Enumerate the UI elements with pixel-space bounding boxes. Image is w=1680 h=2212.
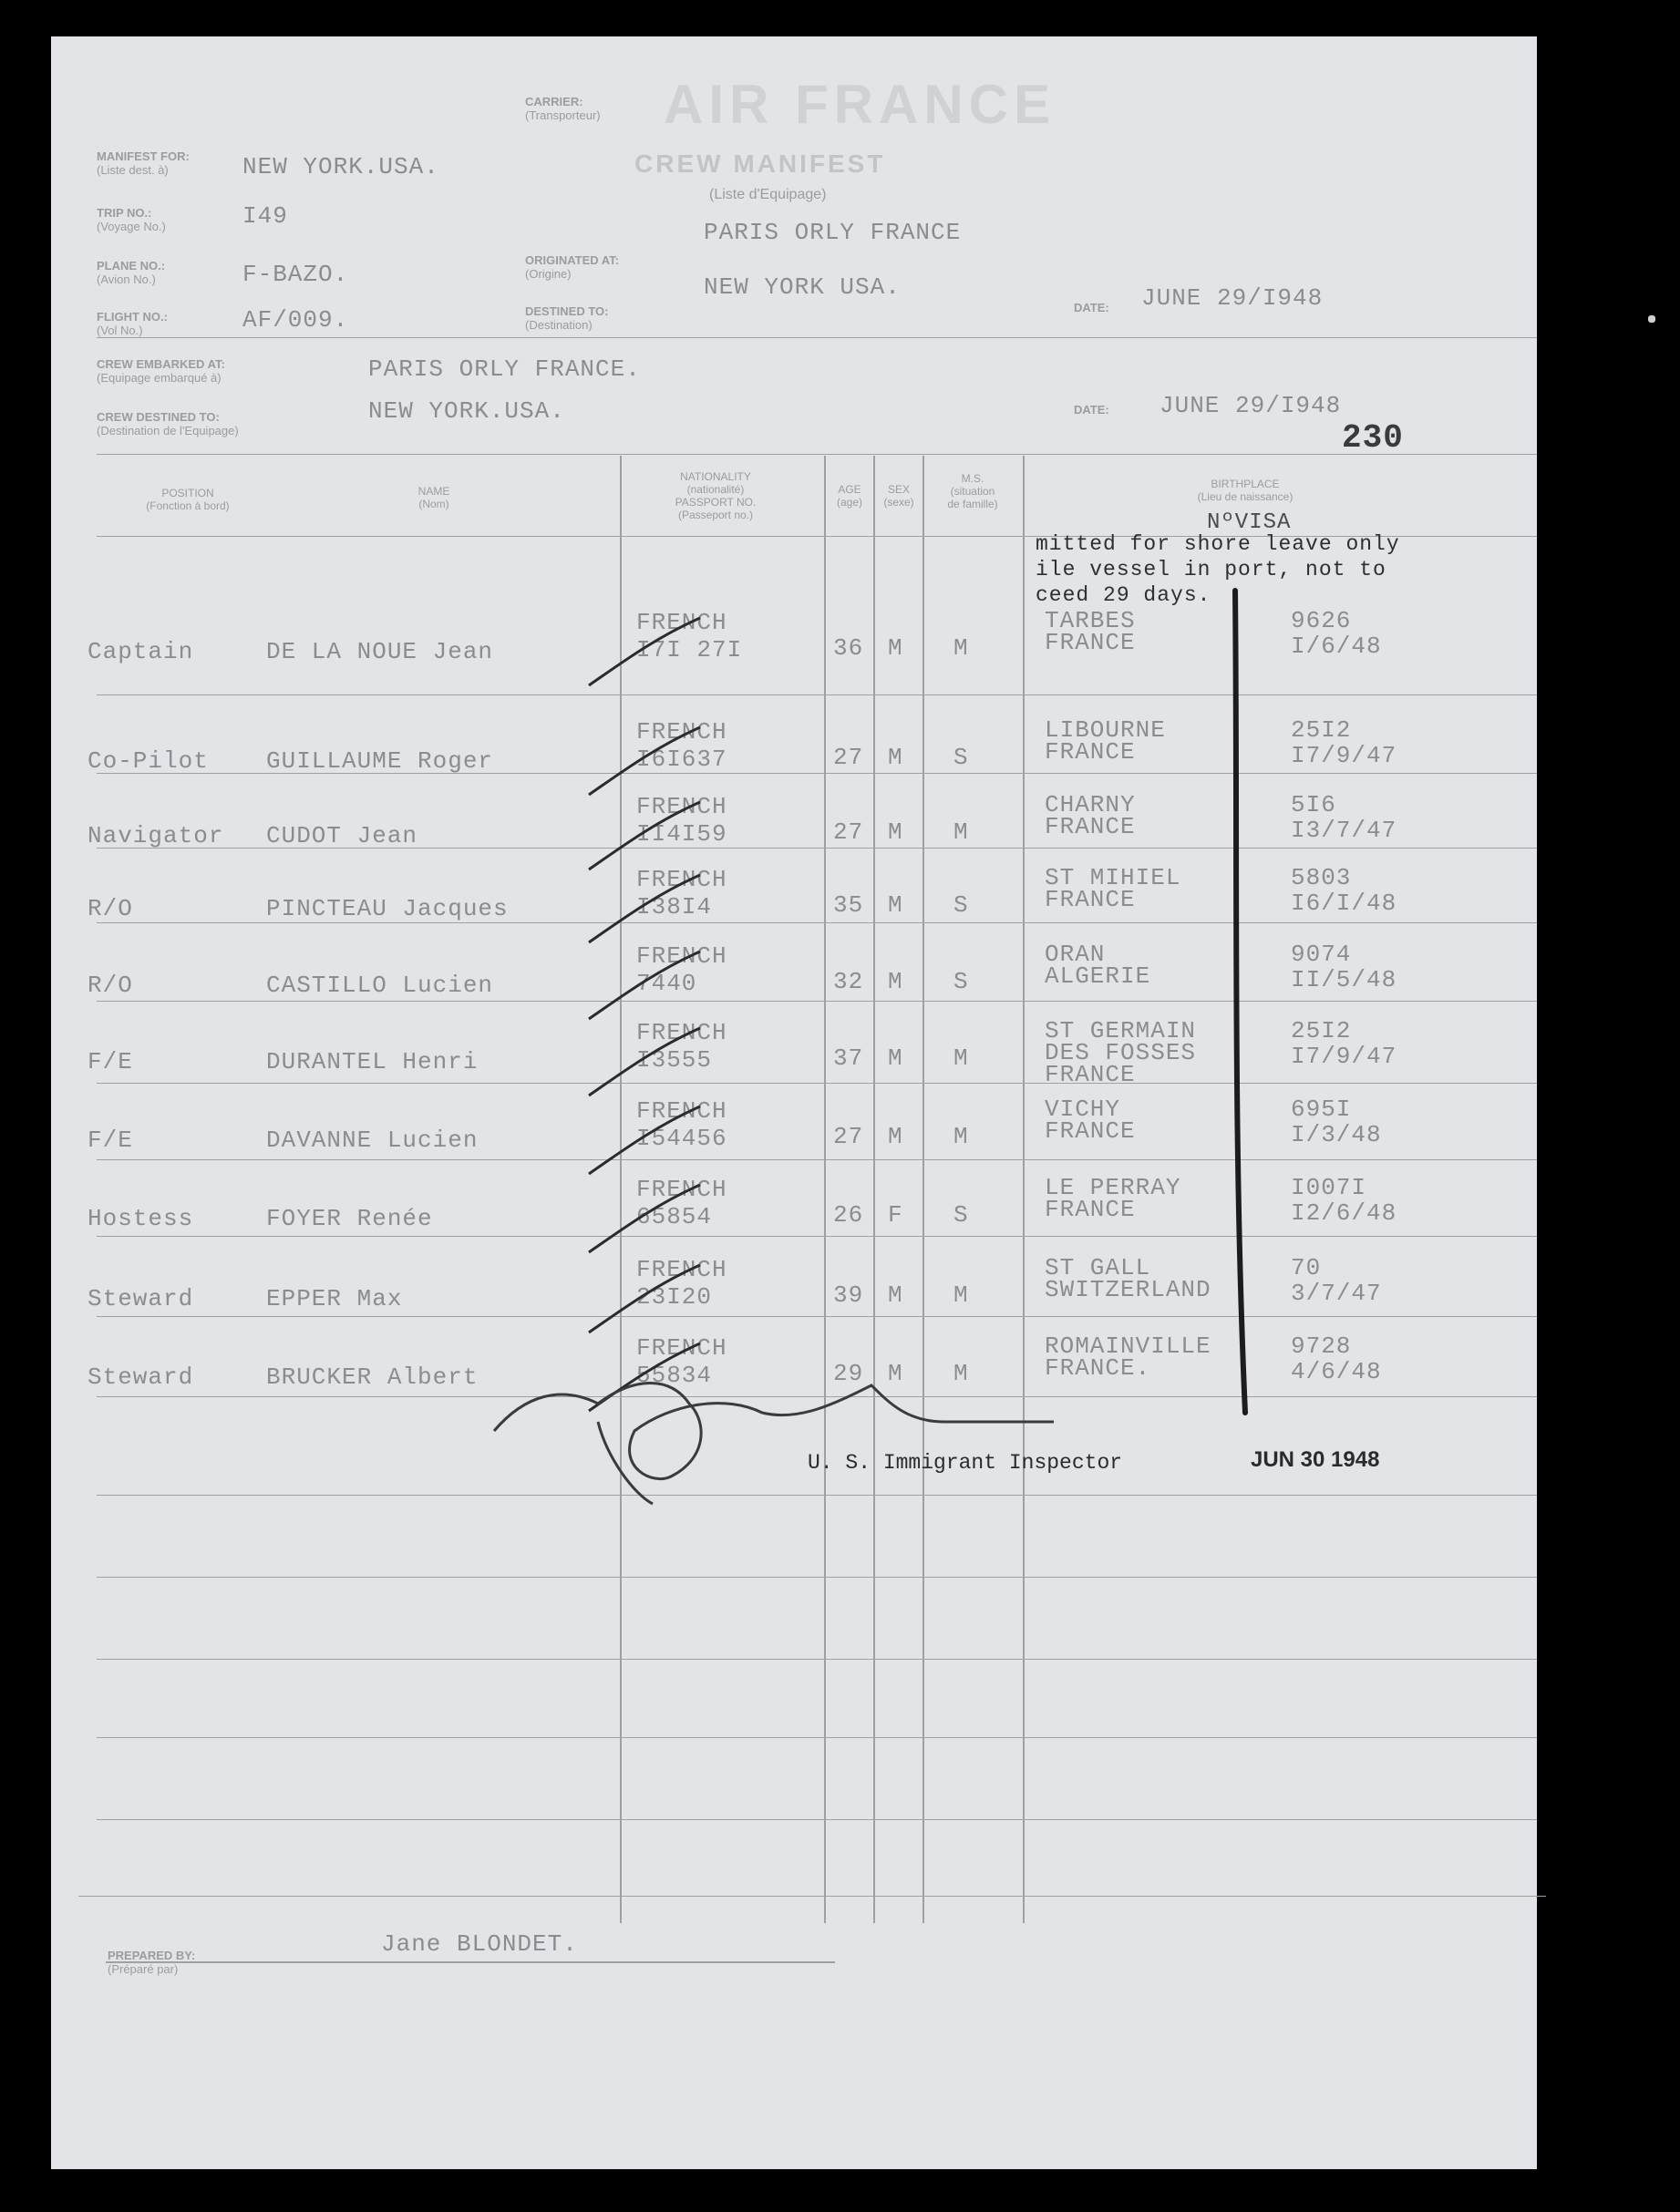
crew-age: 27 <box>833 818 864 846</box>
stamp-date: JUN 30 1948 <box>1251 1447 1380 1472</box>
crew-sex: M <box>888 818 903 846</box>
plane-no-value: F-BAZO. <box>242 261 349 288</box>
crew-position: Steward <box>88 1363 194 1391</box>
crew-name: CASTILLO Lucien <box>266 972 494 999</box>
crew-visa-date: I2/6/48 <box>1291 1199 1397 1227</box>
crew-name: DURANTEL Henri <box>266 1048 479 1075</box>
scan-speck <box>1648 315 1655 323</box>
col-position-header: POSITION (Fonction à bord) <box>146 487 230 512</box>
annotation-line1: mitted for shore leave only <box>1036 532 1400 556</box>
form-subtitle: (Liste d'Equipage) <box>709 187 827 202</box>
crew-age: 29 <box>833 1360 864 1387</box>
crew-nationality: FRENCH <box>636 1334 727 1362</box>
carrier-label: CARRIER: (Transporteur) <box>525 95 601 122</box>
crew-embarked-label: CREW EMBARKED AT: (Equipage embarqué à) <box>97 357 225 385</box>
manifest-page <box>51 36 1537 2169</box>
crew-birthplace: FRANCE <box>1045 886 1136 913</box>
crew-sex: M <box>888 1360 903 1387</box>
crew-age: 36 <box>833 634 864 662</box>
originated-label: ORIGINATED AT: (Origine) <box>525 253 620 281</box>
carrier-name: AIR FRANCE <box>664 74 1056 135</box>
manifest-for-value: NEW YORK.USA. <box>242 153 439 180</box>
crew-passport: I54456 <box>636 1125 727 1152</box>
crew-passport: 7440 <box>636 970 697 997</box>
crew-marital-status: M <box>953 634 969 662</box>
crew-marital-status: M <box>953 1281 969 1309</box>
crew-marital-status: M <box>953 1360 969 1387</box>
crew-destined-label: CREW DESTINED TO: (Destination de l'Equipage) <box>97 410 239 437</box>
crew-passport: 65854 <box>636 1203 713 1230</box>
col-nationality-header: NATIONALITY (nationalité) PASSPORT NO. (Passeport no.) <box>675 470 757 521</box>
flight-no-label: FLIGHT NO.: (Vol No.) <box>97 310 168 337</box>
crew-embarked-value: PARIS ORLY FRANCE. <box>368 355 641 383</box>
crew-visa-number: 5I6 <box>1291 791 1336 818</box>
crew-birthplace: ALGERIE <box>1045 962 1151 990</box>
crew-sex: M <box>888 968 903 995</box>
crew-visa-date: I/6/48 <box>1291 633 1382 660</box>
crew-position: Captain <box>88 638 194 665</box>
crew-name: EPPER Max <box>266 1285 403 1312</box>
prepared-by-value: Jane BLONDET. <box>381 1930 578 1958</box>
date2-label: DATE: <box>1074 403 1109 417</box>
crew-visa-date: I6/I/48 <box>1291 890 1397 917</box>
crew-birthplace: FRANCE <box>1045 738 1136 766</box>
crew-sex: M <box>888 744 903 771</box>
originated-value: PARIS ORLY FRANCE <box>704 219 962 246</box>
inspector-stamp: U. S. Immigrant Inspector <box>808 1451 1123 1475</box>
crew-passport: I38I4 <box>636 893 713 921</box>
crew-sex: M <box>888 634 903 662</box>
date-label: DATE: <box>1074 301 1109 314</box>
trip-no-label: TRIP NO.: (Voyage No.) <box>97 206 166 233</box>
crew-position: Hostess <box>88 1205 194 1232</box>
crew-birthplace: LIBOURNE <box>1045 716 1166 744</box>
crew-sex: M <box>888 891 903 919</box>
annotation-line2: ile vessel in port, not to <box>1036 558 1386 581</box>
crew-nationality: FRENCH <box>636 609 727 636</box>
col-birthplace-header: BIRTHPLACE (Lieu de naissance) <box>1197 478 1293 503</box>
crew-passport: 23I20 <box>636 1283 713 1311</box>
crew-position: Navigator <box>88 822 224 849</box>
crew-marital-status: S <box>953 891 969 919</box>
crew-age: 32 <box>833 968 864 995</box>
crew-name: DE LA NOUE Jean <box>266 638 494 665</box>
crew-visa-date: II/5/48 <box>1291 966 1397 993</box>
destined-value: NEW YORK USA. <box>704 273 901 301</box>
crew-birthplace: TARBES <box>1045 607 1136 634</box>
crew-visa-date: I3/7/47 <box>1291 817 1397 844</box>
crew-passport: I7I 27I <box>636 636 743 664</box>
divider <box>78 1896 1546 1897</box>
crew-birthplace: FRANCE <box>1045 1061 1136 1088</box>
pen-marks <box>51 36 1537 2169</box>
crew-name: GUILLAUME Roger <box>266 747 494 775</box>
col-name-header: NAME (Nom) <box>417 485 450 510</box>
crew-marital-status: M <box>953 818 969 846</box>
manifest-for-label: MANIFEST FOR: (Liste dest. à) <box>97 149 190 177</box>
crew-passport: I6I637 <box>636 746 727 773</box>
crew-nationality: FRENCH <box>636 1019 727 1046</box>
crew-birthplace: FRANCE <box>1045 629 1136 656</box>
crew-nationality: FRENCH <box>636 1176 727 1203</box>
crew-marital-status: M <box>953 1123 969 1150</box>
crew-nationality: FRENCH <box>636 942 727 970</box>
form-title: CREW MANIFEST <box>634 149 886 178</box>
crew-marital-status: S <box>953 744 969 771</box>
crew-destined-value: NEW YORK.USA. <box>368 397 565 425</box>
crew-age: 37 <box>833 1044 864 1072</box>
crew-birthplace: FRANCE <box>1045 813 1136 840</box>
crew-passport: II4I59 <box>636 820 727 848</box>
date2-value: JUNE 29/I948 <box>1160 392 1342 419</box>
crew-birthplace: ST GERMAIN <box>1045 1017 1197 1044</box>
flight-no-value: AF/009. <box>242 306 349 334</box>
crew-birthplace: ORAN <box>1045 941 1106 968</box>
crew-position: Steward <box>88 1285 194 1312</box>
crew-birthplace: FRANCE <box>1045 1117 1136 1145</box>
crew-birthplace: ST GALL <box>1045 1254 1151 1281</box>
crew-birthplace: LE PERRAY <box>1045 1174 1181 1201</box>
crew-birthplace: SWITZERLAND <box>1045 1276 1211 1303</box>
crew-visa-number: 25I2 <box>1291 1017 1352 1044</box>
crew-sex: M <box>888 1044 903 1072</box>
crew-birthplace: DES FOSSES <box>1045 1039 1197 1066</box>
crew-nationality: FRENCH <box>636 718 727 746</box>
crew-nationality: FRENCH <box>636 866 727 893</box>
crew-sex: M <box>888 1123 903 1150</box>
crew-name: PINCTEAU Jacques <box>266 895 509 922</box>
crew-age: 35 <box>833 891 864 919</box>
crew-position: R/O <box>88 972 133 999</box>
crew-age: 39 <box>833 1281 864 1309</box>
crew-birthplace: FRANCE. <box>1045 1354 1151 1382</box>
crew-birthplace: CHARNY <box>1045 791 1136 818</box>
crew-visa-date: 3/7/47 <box>1291 1280 1382 1307</box>
crew-passport: I3555 <box>636 1046 713 1074</box>
crew-age: 26 <box>833 1201 864 1229</box>
crew-marital-status: S <box>953 968 969 995</box>
destined-label: DESTINED TO: (Destination) <box>525 304 609 332</box>
crew-name: DAVANNE Lucien <box>266 1127 479 1154</box>
crew-visa-number: I007I <box>1291 1174 1367 1201</box>
crew-marital-status: S <box>953 1201 969 1229</box>
crew-birthplace: ST MIHIEL <box>1045 864 1181 891</box>
date-value: JUNE 29/I948 <box>1141 284 1324 312</box>
crew-position: F/E <box>88 1048 133 1075</box>
page-number: 230 <box>1342 419 1404 457</box>
crew-passport: 55834 <box>636 1362 713 1389</box>
annotation-line3: ceed 29 days. <box>1036 583 1211 607</box>
crew-visa-number: 9074 <box>1291 941 1352 968</box>
crew-nationality: FRENCH <box>636 1256 727 1283</box>
crew-position: Co-Pilot <box>88 747 209 775</box>
trip-no-value: I49 <box>242 202 288 230</box>
crew-position: R/O <box>88 895 133 922</box>
crew-sex: F <box>888 1201 903 1229</box>
crew-visa-date: I/3/48 <box>1291 1121 1382 1148</box>
crew-sex: M <box>888 1281 903 1309</box>
col-age-header: AGE (age) <box>836 483 862 509</box>
crew-visa-date: 4/6/48 <box>1291 1358 1382 1385</box>
crew-birthplace: FRANCE <box>1045 1196 1136 1223</box>
crew-visa-date: I7/9/47 <box>1291 1043 1397 1070</box>
crew-visa-number: 695I <box>1291 1096 1352 1123</box>
crew-nationality: FRENCH <box>636 793 727 820</box>
prepared-by-line <box>106 1961 835 1963</box>
visa-label: NºVISA <box>1207 510 1292 535</box>
crew-birthplace: VICHY <box>1045 1096 1121 1123</box>
crew-visa-number: 25I2 <box>1291 716 1352 744</box>
crew-visa-number: 9626 <box>1291 607 1352 634</box>
crew-visa-number: 5803 <box>1291 864 1352 891</box>
crew-position: F/E <box>88 1127 133 1154</box>
crew-marital-status: M <box>953 1044 969 1072</box>
crew-visa-date: I7/9/47 <box>1291 742 1397 769</box>
crew-visa-number: 70 <box>1291 1254 1322 1281</box>
plane-no-label: PLANE NO.: (Avion No.) <box>97 259 166 286</box>
crew-birthplace: ROMAINVILLE <box>1045 1332 1211 1360</box>
crew-age: 27 <box>833 1123 864 1150</box>
crew-name: BRUCKER Albert <box>266 1363 479 1391</box>
col-ms-header: M.S. (situation de famille) <box>947 472 998 510</box>
crew-visa-number: 9728 <box>1291 1332 1352 1360</box>
crew-age: 27 <box>833 744 864 771</box>
crew-nationality: FRENCH <box>636 1097 727 1125</box>
crew-name: FOYER Renée <box>266 1205 433 1232</box>
crew-name: CUDOT Jean <box>266 822 418 849</box>
prepared-by-label: PREPARED BY: (Préparé par) <box>108 1949 196 1976</box>
col-sex-header: SEX (sexe) <box>883 483 914 509</box>
